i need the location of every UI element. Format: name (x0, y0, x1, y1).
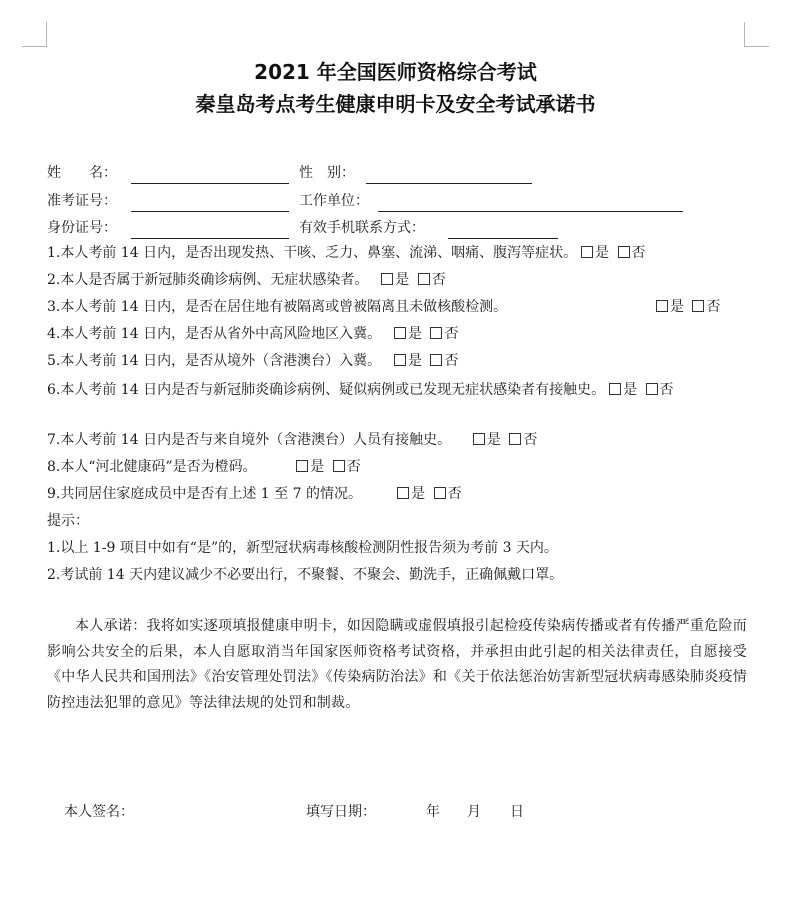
question-8 (47, 457, 361, 477)
signature-label: 本人签名： (64, 804, 134, 820)
no-checkbox[interactable] (430, 354, 442, 366)
yes-checkbox[interactable] (581, 246, 593, 258)
workplace-field[interactable] (378, 211, 683, 212)
no-checkbox[interactable] (618, 246, 630, 258)
pledge-paragraph: 本人承诺：我将如实逐项填报健康申明卡，如因隐瞒或虚假填报引起检疫传染病传播或者有传播严重危险而影响公共安全的后果，本人自愿取消当年国家医师资格考试资格，并承担由此引起的相关法律责任，自愿接受《中华人民共和国刑法》《治安管理处罚法》《传染病防治法》和《关于依法惩治妨害新型冠状病毒感染肺炎疫情防控违法犯罪的意见》等法律法规的处罚和制裁。 (47, 618, 747, 711)
day-label: 日 (510, 804, 524, 820)
tip-item: 2.考试前 14 天内建议减少不必要出行，不聚餐、不聚会、勤洗手，正确佩戴口罩。 (47, 567, 564, 583)
exam-number-label: 准考证号： (47, 193, 117, 209)
yes-label: 是 (486, 432, 501, 448)
yes-checkbox[interactable] (656, 300, 668, 312)
question-text: 4.本人考前 14 日内，是否从省外中高风险地区入冀。 (47, 326, 382, 342)
phone-label: 有效手机联系方式： (299, 220, 425, 236)
no-label: 否 (444, 353, 459, 369)
no-checkbox[interactable] (509, 433, 521, 445)
no-label: 否 (431, 272, 446, 288)
yes-label: 是 (407, 326, 422, 342)
yes-label: 是 (595, 245, 610, 261)
name-field[interactable] (131, 183, 289, 184)
workplace-label: 工作单位： (299, 193, 369, 209)
no-checkbox[interactable] (434, 487, 446, 499)
document-title: 2021 年全国医师资格综合考试 (254, 60, 537, 84)
no-label: 否 (659, 382, 674, 398)
month-label: 月 (467, 804, 481, 820)
gender-label: 性 别： (299, 165, 355, 181)
no-label: 否 (706, 299, 721, 315)
no-checkbox[interactable] (646, 383, 658, 395)
question-9 (47, 484, 462, 504)
question-text: 2.本人是否属于新冠肺炎确诊病例、无症状感染者。 (47, 272, 369, 288)
question-text: 9.共同居住家庭成员中是否有上述 1 至 7 的情况。 (47, 486, 362, 502)
id-number-label: 身份证号： (47, 220, 117, 236)
question-7 (47, 430, 537, 450)
crop-mark-top-right (744, 22, 769, 47)
question-text: 5.本人考前 14 日内，是否从境外（含港澳台）入冀。 (47, 353, 382, 369)
question-text: 8.本人“河北健康码”是否为橙码。 (47, 459, 257, 475)
yes-checkbox[interactable] (397, 487, 409, 499)
tip-item: 1.以上 1-9 项目中如有“是”的，新型冠状病毒核酸检测阴性报告须为考前 3 天内。 (47, 540, 558, 556)
question-text: 3.本人考前 14 日内，是否在居住地有被隔离或曾被隔离且未做核酸检测。 (47, 299, 508, 315)
yes-checkbox[interactable] (296, 460, 308, 472)
question-text: 6.本人考前 14 日内是否与新冠肺炎确诊病例、疑似病例或已发现无症状感染者有接触史。 (47, 382, 606, 398)
yes-label: 是 (623, 382, 638, 398)
id-number-field[interactable] (131, 238, 289, 239)
yes-label: 是 (310, 459, 325, 475)
yes-label: 是 (670, 299, 684, 315)
yes-label: 是 (407, 353, 422, 369)
yes-checkbox[interactable] (394, 354, 406, 366)
document-subtitle: 秦皇岛考点考生健康申明卡及安全考试承诺书 (195, 92, 596, 116)
yes-label: 是 (395, 272, 410, 288)
question-4 (47, 324, 458, 344)
name-label: 姓 名： (47, 165, 117, 181)
yes-checkbox[interactable] (394, 327, 406, 339)
gender-field[interactable] (366, 183, 532, 184)
question-5 (47, 351, 458, 371)
tips-heading: 提示： (47, 513, 89, 529)
yes-label: 是 (411, 486, 426, 502)
question-3 (47, 297, 507, 317)
crop-mark-top-left (22, 22, 47, 47)
phone-field[interactable] (448, 238, 558, 239)
no-checkbox[interactable] (333, 460, 345, 472)
no-label: 否 (523, 432, 538, 448)
question-text: 7.本人考前 14 日内是否与来自境外（含港澳台）人员有接触史。 (47, 432, 452, 448)
yes-checkbox[interactable] (473, 433, 485, 445)
yes-checkbox[interactable] (381, 273, 393, 285)
no-checkbox[interactable] (430, 327, 442, 339)
question-text: 1.本人考前 14 日内，是否出现发热、干咳、乏力、鼻塞、流涕、咽痛、腹泻等症状。 (47, 245, 578, 261)
question-3-answers (652, 297, 720, 317)
no-label: 否 (631, 245, 646, 261)
date-label: 填写日期： (306, 804, 376, 820)
question-6 (47, 378, 747, 403)
no-checkbox[interactable] (418, 273, 430, 285)
no-checkbox[interactable] (692, 300, 704, 312)
no-label: 否 (444, 326, 459, 342)
question-1 (47, 243, 646, 263)
exam-number-field[interactable] (131, 211, 289, 212)
yes-checkbox[interactable] (609, 383, 621, 395)
no-label: 否 (346, 459, 361, 475)
question-2 (47, 270, 446, 290)
year-label: 年 (426, 804, 440, 820)
no-label: 否 (447, 486, 462, 502)
